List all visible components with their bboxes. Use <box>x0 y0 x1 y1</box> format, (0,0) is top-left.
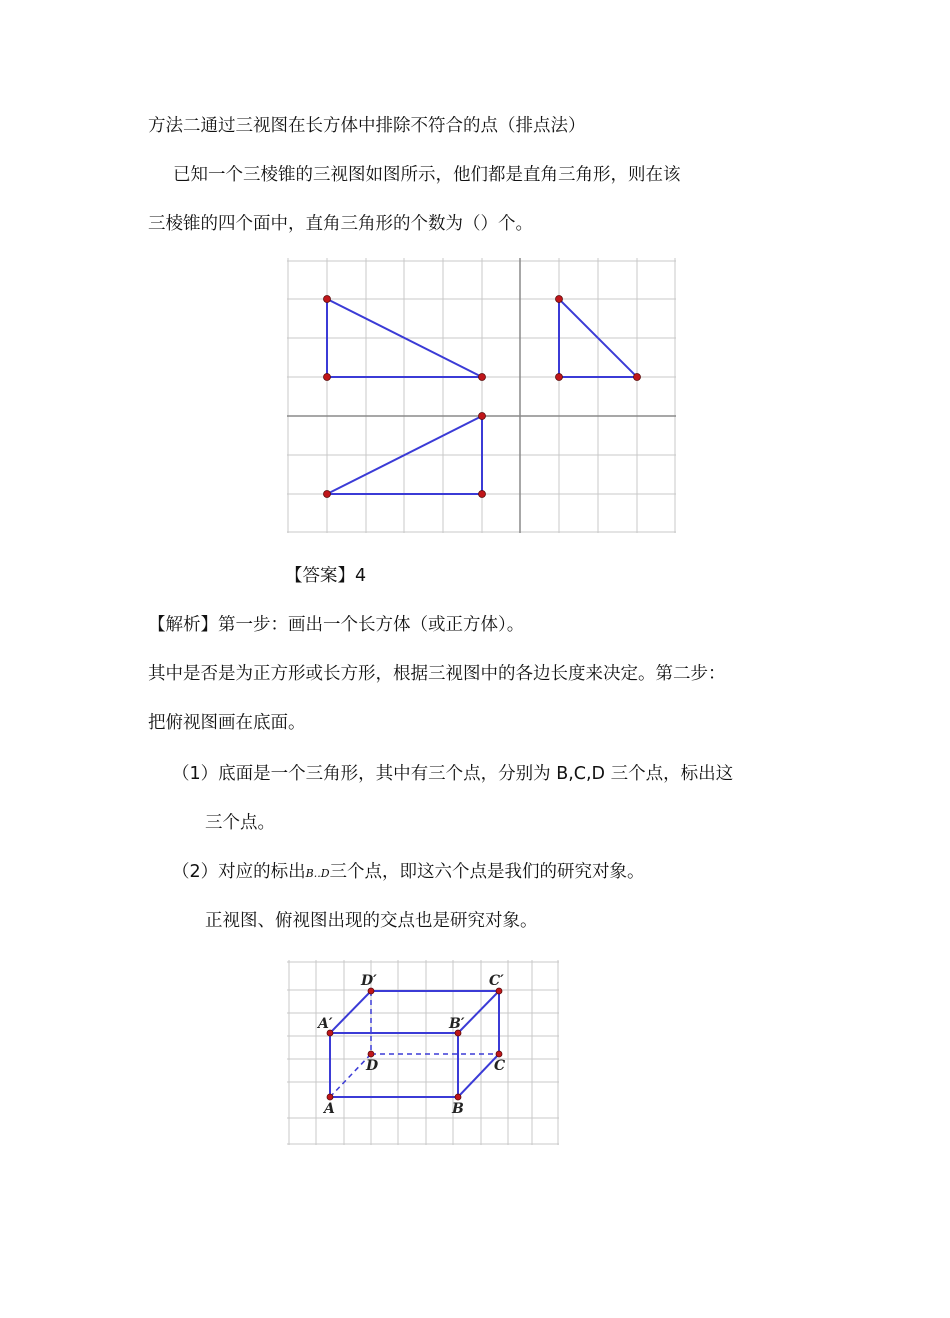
three-view-figure <box>287 258 677 534</box>
analysis-line-2: 其中是否是为正方形或长方形，根据三视图中的各边长度来决定。第二步： <box>148 664 726 684</box>
item-1-line-2: 三个点。 <box>205 813 275 833</box>
analysis-line-3: 把俯视图画在底面。 <box>148 713 306 733</box>
label-b: B <box>452 1101 464 1117</box>
label-c-prime: C′ <box>489 973 504 989</box>
label-b-prime: B′ <box>449 1016 465 1032</box>
analysis-step-1: 【解析】第一步：画出一个长方体（或正方体）。 <box>148 615 525 635</box>
cuboid-points <box>327 988 502 1100</box>
item-2-point-labels: B..D <box>305 867 330 880</box>
label-d-prime: D′ <box>361 973 377 989</box>
problem-line-2: 三棱锥的四个面中，直角三角形的个数为（）个。 <box>148 214 533 234</box>
cuboid-grid <box>287 960 559 1145</box>
label-d: D <box>366 1058 379 1074</box>
item-1-line-1: （1）底面是一个三角形，其中有三个点，分别为 B,C,D 三个点，标出这 <box>172 764 734 784</box>
answer: 【答案】4 <box>285 566 367 586</box>
cuboid-figure <box>287 960 561 1146</box>
label-a-prime: A′ <box>318 1016 333 1032</box>
item-2-line-2: 正视图、俯视图出现的交点也是研究对象。 <box>205 911 538 931</box>
item-2-suffix: 三个点，即这六个点是我们的研究对象。 <box>329 862 645 882</box>
item-2-line-1 <box>172 860 645 886</box>
item-2-prefix: （2）对应的标出 <box>172 862 306 882</box>
problem-line-1: 已知一个三棱锥的三视图如图所示，他们都是直角三角形，则在该 <box>173 165 681 185</box>
cuboid-solid-edges <box>330 991 499 1097</box>
label-a: A <box>324 1101 335 1117</box>
method-heading: 方法二通过三视图在长方体中排除不符合的点（排点法） <box>148 116 586 136</box>
label-c: C <box>494 1058 506 1074</box>
